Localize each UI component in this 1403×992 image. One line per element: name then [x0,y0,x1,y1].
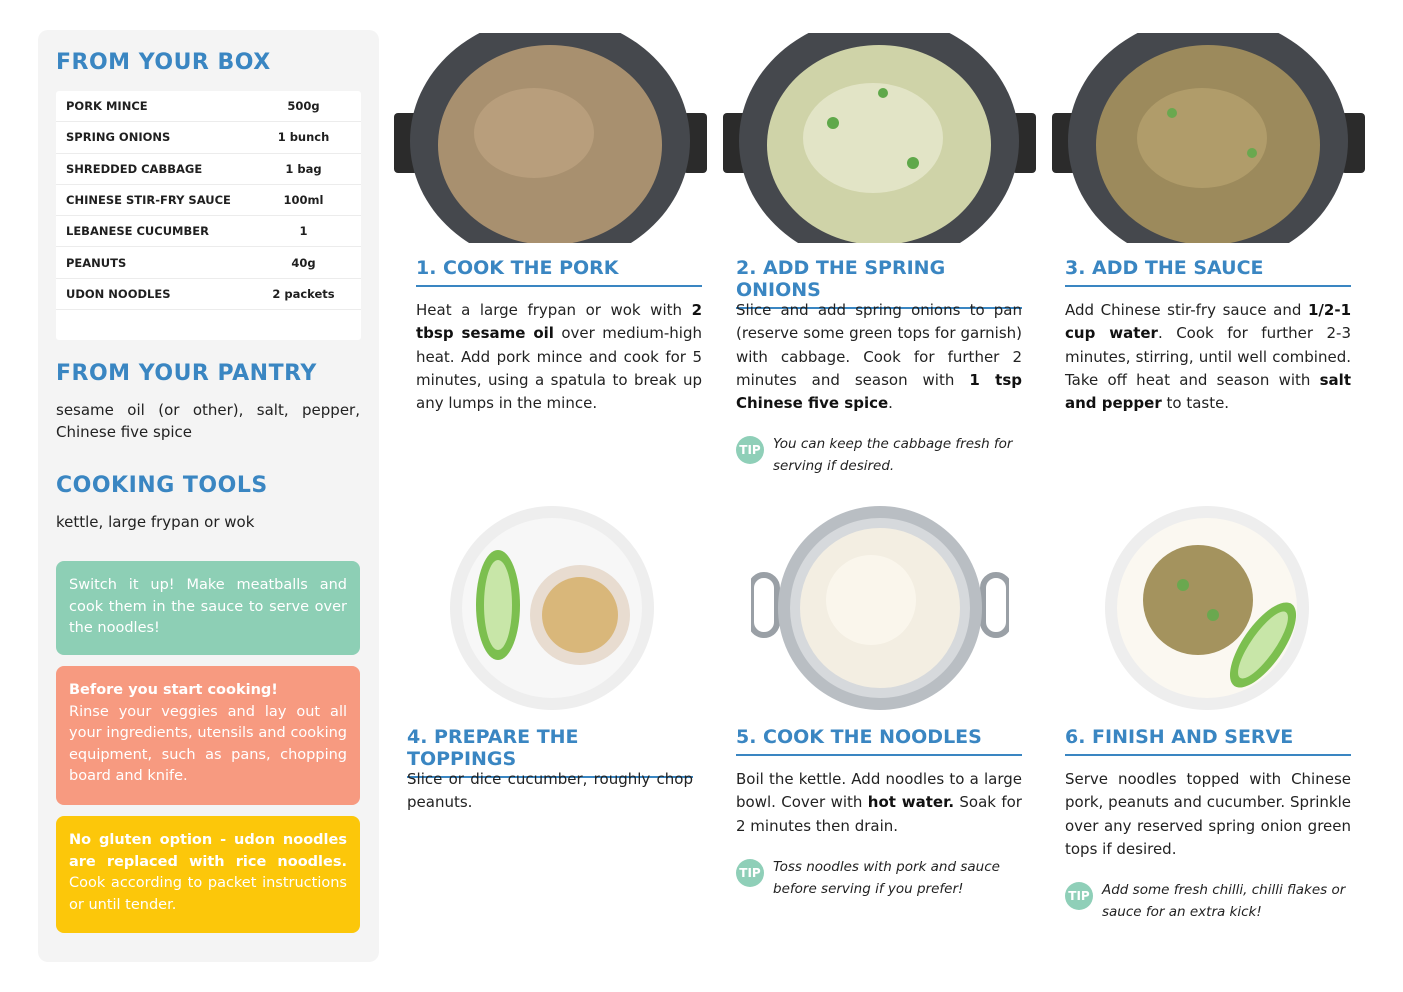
step-2-title: 2. ADD THE SPRING ONIONS [736,257,1022,309]
before-you-start-text: Rinse your veggies and lay out all your ingredients, utensils and cooking equipment, such as pans, chopping board and knife. [69,703,347,784]
step-text-bold: 1 tsp Chinese five spice [736,370,1022,413]
gluten-free-bold: No gluten option - udon noodles are replaced with rice noodles. [69,832,347,870]
cabbage-highlight [803,83,943,193]
step-6-body [1065,768,1351,861]
ingredient-qty: 1 bunch [277,130,330,145]
step-6-tip [1065,880,1347,923]
ingredient-qty: 100ml [283,193,324,208]
spring-onion [907,157,919,169]
step-6-photo [1103,505,1311,711]
step-3-body [1065,299,1351,415]
step-text: Slice and add spring onions to pan (reserve some green tops for garnish) with cabbage. Cook for further 2 minutes and season with [736,301,1022,389]
ingredient-qty: 2 packets [272,286,335,301]
ingredient-name: PORK MINCE [66,99,148,114]
spring-onion [827,117,839,129]
before-you-start-note [56,666,360,805]
ingredients-table [56,91,361,340]
spring-onion [1167,108,1177,118]
step-5-body [736,768,1022,838]
step-3-photo [1052,33,1365,243]
sidebar [38,30,379,962]
step-text-bold: 1/2-1 cup water [1065,301,1351,343]
pot-handle-left [751,575,777,635]
pot-handle-right [983,575,1009,635]
peanuts [542,577,618,653]
spring-onion [1207,609,1219,621]
from-your-box-heading: FROM YOUR BOX [56,50,271,75]
tip-text: You can keep the cabbage fresh for serving if desired. [773,436,1013,474]
ingredient-name: SHREDDED CABBAGE [66,161,203,176]
switch-it-up-note [56,561,360,655]
ingredient-row [56,154,361,185]
step-text-bold: salt and pepper [1065,370,1351,413]
step-text: Soak for 2 minutes then drain. [736,793,1022,835]
step-1-photo [394,33,707,243]
step-6-title: 6. FINISH AND SERVE [1065,726,1351,756]
ingredient-qty: 500g [287,99,320,114]
ingredient-name: SPRING ONIONS [66,130,171,145]
step-text: Boil the kettle. Add noodles to a large bowl. Cover with [736,770,1022,812]
pantry-text: sesame oil (or other), salt, pepper, Chinese five spice [56,401,360,441]
step-text: to taste. [1161,394,1230,413]
tip-badge: TIP [736,859,764,887]
step-text: . [888,394,893,413]
ingredient-qty: 40g [291,255,316,270]
spring-onion [1177,579,1189,591]
ingredient-row [56,247,361,278]
step-5-title: 5. COOK THE NOODLES [736,726,1022,756]
step-1-title: 1. COOK THE PORK [416,257,702,287]
step-text-bold: hot water. [867,793,955,812]
step-text: Serve noodles topped with Chinese pork, peanuts and cucumber. Sprinkle over any reserved spring onion green tops if desired. [1065,770,1351,858]
sauce-highlight [1137,88,1267,188]
before-you-start-title: Before you start cooking! [69,682,278,698]
step-2-body [736,299,1022,415]
step-5-photo [751,505,1009,711]
step-3-title: 3. ADD THE SAUCE [1065,257,1351,287]
ingredient-name: PEANUTS [66,255,127,270]
ingredient-name: UDON NOODLES [66,286,171,301]
ingredient-row [56,185,361,216]
ingredient-name: CHINESE STIR-FRY SAUCE [66,193,231,208]
gluten-free-text: Cook according to packet instructions or until tender. [69,875,347,913]
step-4-photo [448,505,656,711]
tip-badge: TIP [1065,882,1093,910]
cooking-tools-heading: COOKING TOOLS [56,473,268,498]
ingredient-row [56,279,361,310]
step-4-title: 4. PREPARE THE TOPPINGS [407,726,693,778]
step-2-photo [723,33,1036,243]
step-text: Slice or dice cucumber, roughly chop peanuts. [407,770,693,812]
ingredient-row [56,216,361,247]
ingredient-qty: 1 [299,224,308,239]
noodle-highlight [826,555,916,645]
ingredient-row [56,91,361,122]
tip-text: Add some fresh chilli, chilli flakes or sauce for an extra kick! [1102,882,1346,920]
pork-topping [1143,545,1253,655]
step-text-bold: 2 tbsp sesame oil [416,301,702,343]
gluten-free-note [56,816,360,933]
step-text: Add Chinese stir-fry sauce and [1065,301,1308,319]
spring-onion [1247,148,1257,158]
ingredient-qty: 1 bag [285,161,322,176]
ingredient-row [56,122,361,153]
cooking-tools-text: kettle, large frypan or wok [56,513,255,531]
step-text: . Cook for further 2-3 minutes, stirring, until well combined. Take off heat and season with [1065,324,1351,389]
cucumber-flesh [484,560,512,650]
step-1-body [416,299,702,415]
step-text: over medium-high heat. Add pork mince and cook for 5 minutes, using a spatula to break up any lumps in the mince. [416,324,702,413]
pork-highlight [474,88,594,178]
tip-badge: TIP [736,436,764,464]
step-2-tip [736,434,1018,477]
ingredient-name: LEBANESE CUCUMBER [66,224,209,239]
from-your-pantry-heading: FROM YOUR PANTRY [56,361,317,386]
step-4-body [407,768,693,815]
tip-text: Toss noodles with pork and sauce before serving if you prefer! [773,859,1000,897]
switch-it-up-text: Switch it up! Make meatballs and cook them in the sauce to serve over the noodles! [69,577,347,636]
step-text: Heat a large frypan or wok with [416,301,692,319]
step-5-tip [736,857,1018,900]
spring-onion [878,88,888,98]
